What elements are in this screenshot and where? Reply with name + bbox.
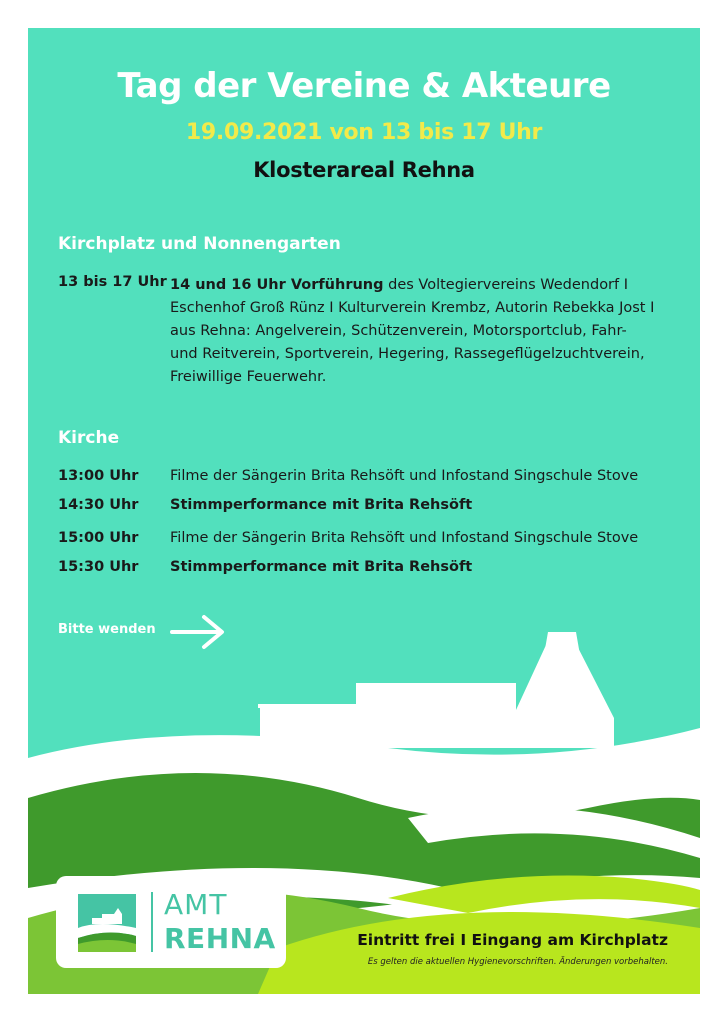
logo-text-amt: AMT [164, 888, 228, 921]
amt-rehna-logo [56, 876, 286, 968]
landscape-illustration [28, 28, 700, 994]
description-line-text: aus Rehna: Angelverein, Schützenverein, Motorsportclub, Fahr- [170, 323, 627, 339]
amt-rehna-logo-icon [78, 894, 136, 952]
description-line-text: Freiwillige Feuerwehr. [170, 369, 327, 385]
schedule-time: 15:30 Uhr [58, 559, 139, 575]
description-line-bold: 14 und 16 Uhr Vorführung [170, 277, 384, 293]
event-date: 19.09.2021 von 13 bis 17 Uhr [185, 120, 543, 145]
poster [28, 28, 700, 994]
event-venue: Klosterareal Rehna [253, 158, 475, 182]
logo-text-rehna: REHNA [164, 922, 276, 955]
section-heading-kirchplatz: Kirchplatz und Nonnengarten [58, 234, 341, 254]
description-line-text: und Reitverein, Sportverein, Hegering, Rassegeflügelzuchtverein, [170, 346, 645, 362]
logo-divider [151, 892, 153, 952]
description-line-text: Eschenhof Groß Rünz I Kulturverein Krembz, Autorin Rebekka Jost I [170, 300, 655, 316]
schedule-text: Stimmperformance mit Brita Rehsöft [170, 497, 473, 513]
schedule-time: 15:00 Uhr [58, 530, 139, 546]
kirchplatz-time: 13 bis 17 Uhr [58, 274, 167, 290]
schedule-text: Stimmperformance mit Brita Rehsöft [170, 559, 473, 575]
schedule-time: 13:00 Uhr [58, 468, 139, 484]
schedule-text: Filme der Sängerin Brita Rehsöft und Infostand Singschule Stove [170, 530, 639, 546]
page-title: Tag der Vereine & Akteure [117, 66, 611, 106]
turn-page-hint: Bitte wenden [58, 622, 156, 637]
section-heading-kirche: Kirche [58, 428, 120, 448]
building-silhouette [540, 632, 584, 678]
hygiene-note: Es gelten die aktuellen Hygienevorschriften. Änderungen vorbehalten. [367, 957, 668, 967]
entry-info: Eintritt frei I Eingang am Kirchplatz [357, 931, 668, 949]
description-line-text: des Voltegiervereins Wedendorf I [383, 277, 629, 293]
schedule-text: Filme der Sängerin Brita Rehsöft und Infostand Singschule Stove [170, 468, 639, 484]
schedule-time: 14:30 Uhr [58, 497, 139, 513]
